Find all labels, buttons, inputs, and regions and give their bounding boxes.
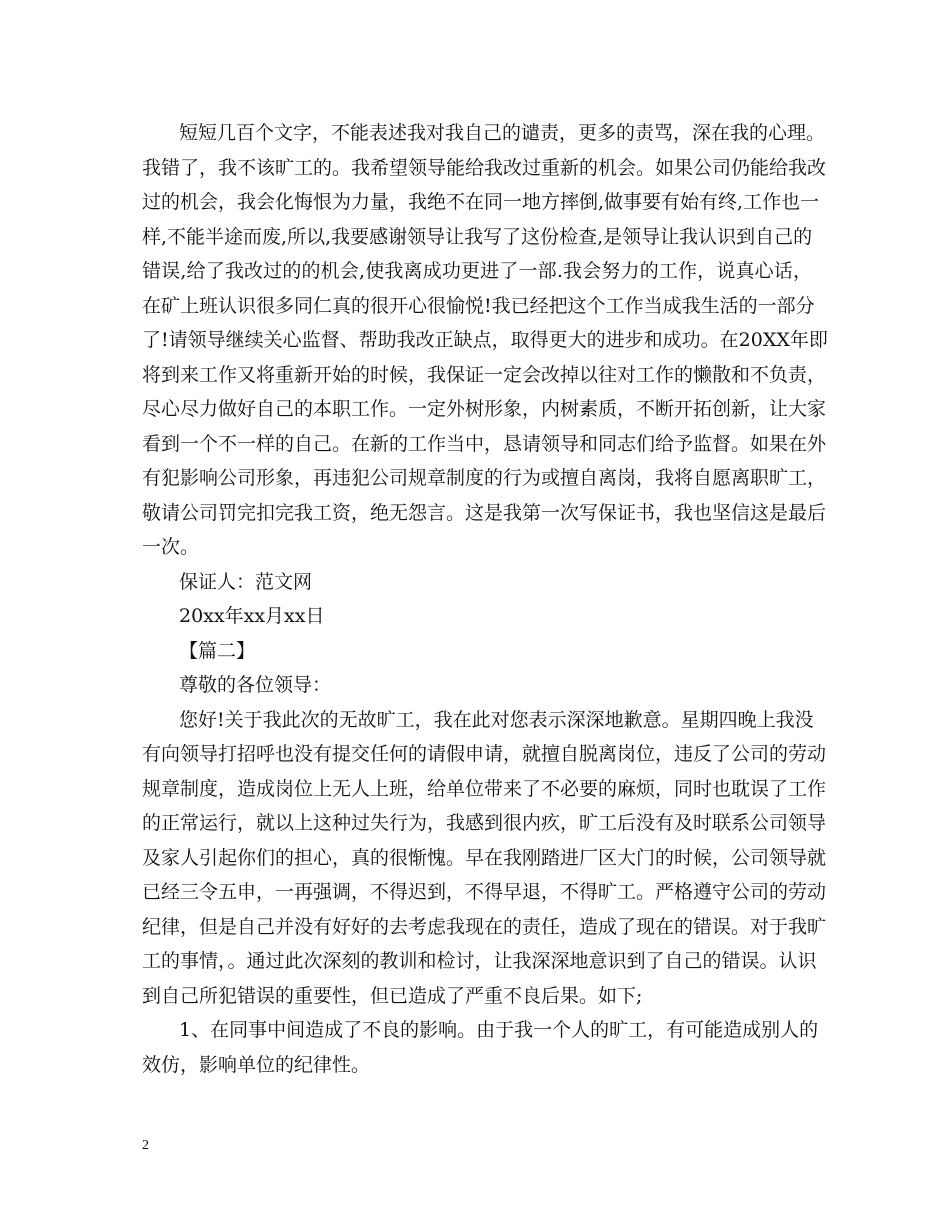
text-line: 在矿上班认识很多同仁真的很开心很愉悦!我已经把这个工作当成我生活的一部分 bbox=[142, 294, 815, 317]
text-line: 已经三令五申，一再强调，不得迟到，不得早退，不得旷工。严格遵守公司的劳动 bbox=[142, 881, 827, 903]
text-line: 及家人引起你们的担心，真的很惭愧。早在我刚踏进厂区大门的时候，公司领导就 bbox=[142, 846, 827, 869]
text-line: 效仿，影响单位的纪律性。 bbox=[142, 1053, 371, 1076]
text-line: 的正常运行，就以上这种过失行为，我感到很内疚，旷工后没有及时联系公司领导 bbox=[142, 812, 827, 834]
document-body bbox=[142, 116, 828, 1082]
text-line: 【篇二】 bbox=[179, 639, 256, 662]
text-line: 尽心尽力做好自己的本职工作。一定外树形象，内树素质，不断开拓创新，让大家 bbox=[142, 398, 827, 420]
text-line: 纪律，但是自己并没有好好的去考虑我现在的责任，造成了现在的错误。对于我旷 bbox=[142, 915, 827, 938]
text-line: 20xx年xx月xx日 bbox=[179, 605, 325, 627]
text-line: 一次。 bbox=[142, 536, 200, 558]
text-line: 看到一个不一样的自己。在新的工作当中，恳请领导和同志们给予监督。如果在外 bbox=[142, 432, 827, 455]
text-line: 有向领导打招呼也没有提交任何的请假申请，就擅自脱离岗位，违反了公司的劳动 bbox=[142, 743, 827, 765]
text-line: 规章制度，造成岗位上无人上班，给单位带来了不必要的麻烦，同时也耽误了工作 bbox=[142, 777, 827, 800]
page-number: 2 bbox=[142, 1138, 149, 1153]
text-line: 将到来工作又将重新开始的时候，我保证一定会改掉以往对工作的懒散和不负责， bbox=[142, 363, 827, 386]
text-line: 尊敬的各位领导： bbox=[179, 674, 332, 696]
text-line: 您好!关于我此次的无故旷工，我在此对您表示深深地歉意。星期四晚上我没 bbox=[179, 708, 814, 731]
text-line: 样,不能半途而废,所以,我要感谢领导让我写了这份检查,是领导让我认识到自己的 bbox=[142, 225, 813, 248]
text-line: 敬请公司罚完扣完我工资，绝无怨言。这是我第一次写保证书，我也坚信这是最后 bbox=[142, 501, 827, 524]
text-line: 工的事情，。通过此次深刻的教训和检讨，让我深深地意识到了自己的错误。认识 bbox=[142, 950, 817, 972]
text-line: 了!请领导继续关心监督、帮助我改正缺点，取得更大的进步和成功。在20XX年即 bbox=[142, 329, 828, 351]
text-line: 到自己所犯错误的重要性，但已造成了严重不良后果。如下; bbox=[142, 984, 643, 1007]
text-line: 短短几百个文字，不能表述我对我自己的谴责，更多的责骂，深在我的心理。 bbox=[179, 122, 826, 144]
text-line: 1、在同事中间造成了不良的影响。由于我一个人的旷工，有可能造成别人的 bbox=[179, 1019, 819, 1041]
text-line: 我错了，我不该旷工的。我希望领导能给我改过重新的机会。如果公司仍能给我改 bbox=[142, 156, 827, 179]
text-line: 过的机会，我会化悔恨为力量，我绝不在同一地方摔倒,做事要有始有终,工作也一 bbox=[142, 191, 820, 213]
text-line: 有犯影响公司形象，再违犯公司规章制度的行为或擅自离岗，我将自愿离职旷工， bbox=[142, 467, 827, 489]
text-line: 保证人：范文网 bbox=[179, 570, 313, 593]
text-line: 错误,给了我改过的的机会,使我离成功更进了一部.我会努力的工作，说真心话， bbox=[142, 260, 812, 282]
